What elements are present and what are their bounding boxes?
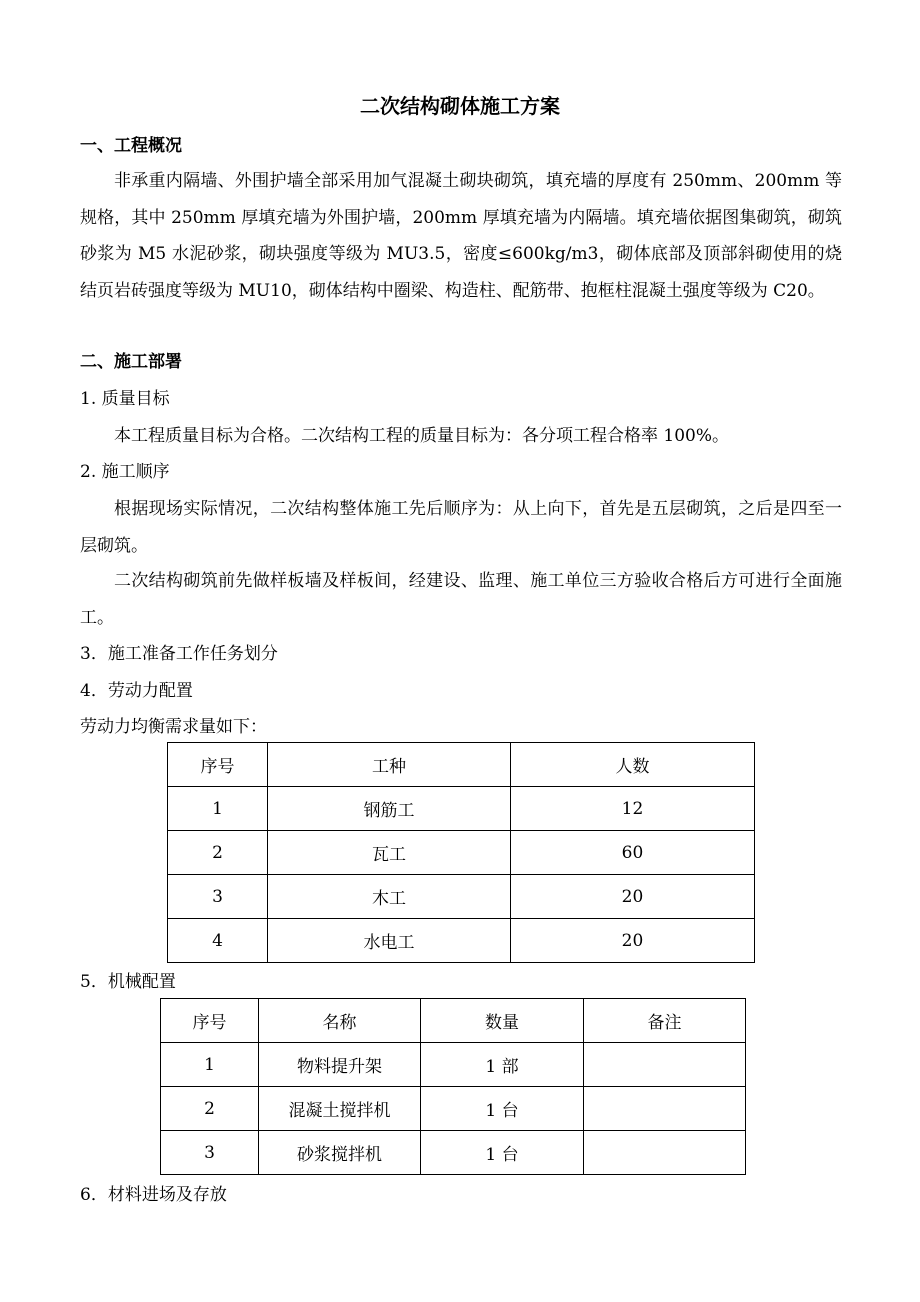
section-heading-overview: 一、工程概况: [80, 136, 182, 156]
subheading-construction-order: 2. 施工顺序: [80, 462, 170, 482]
subheading-materials: 6．材料进场及存放: [80, 1185, 227, 1205]
construction-order-paragraph: 根据现场实际情况，二次结构整体施工先后顺序为：从上向下，首先是五层砌筑，之后是四至一层砌筑。: [80, 499, 842, 556]
subheading-task-division: 3．施工准备工作任务划分: [80, 644, 278, 664]
table-cell: 12: [511, 787, 755, 831]
section-heading-deployment: 二、施工部署: [80, 352, 182, 372]
table-cell: 1: [161, 1043, 259, 1087]
document-title: 二次结构砌体施工方案: [360, 94, 560, 118]
table-cell: 物料提升架: [259, 1043, 421, 1087]
header-cell: 序号: [161, 999, 259, 1043]
table-cell: 水电工: [268, 919, 511, 963]
table-cell: 木工: [268, 875, 511, 919]
table-cell: 3: [161, 1131, 259, 1175]
table-cell: 4: [168, 919, 268, 963]
table-row: [168, 919, 755, 963]
table-cell: 20: [511, 919, 755, 963]
table-cell: 瓦工: [268, 831, 511, 875]
table-cell: [584, 1043, 746, 1087]
labor-table: [167, 742, 755, 963]
table-row: [168, 787, 755, 831]
subheading-labor: 4．劳动力配置: [80, 681, 193, 701]
table-cell: 钢筋工: [268, 787, 511, 831]
table-cell: 3: [168, 875, 268, 919]
table-cell: 1 台: [421, 1131, 584, 1175]
table-cell: 20: [511, 875, 755, 919]
table-cell: 混凝土搅拌机: [259, 1087, 421, 1131]
table-cell: [584, 1087, 746, 1131]
table-row: [161, 1087, 746, 1131]
header-cell: 备注: [584, 999, 746, 1043]
table-row: [168, 831, 755, 875]
table-cell: 砂浆搅拌机: [259, 1131, 421, 1175]
header-cell: 人数: [511, 743, 755, 787]
machinery-table: [160, 998, 746, 1175]
table-cell: 2: [168, 831, 268, 875]
header-cell: 工种: [268, 743, 511, 787]
table-cell: 2: [161, 1087, 259, 1131]
labor-intro: 劳动力均衡需求量如下：: [80, 717, 267, 737]
subheading-quality-goal: 1. 质量目标: [80, 389, 170, 409]
table-header-row: [161, 999, 746, 1043]
sample-wall-paragraph: 二次结构砌筑前先做样板墙及样板间，经建设、监理、施工单位三方验收合格后方可进行全面施工。: [80, 571, 842, 628]
table-cell: 1 部: [421, 1043, 584, 1087]
table-cell: [584, 1131, 746, 1175]
header-cell: 序号: [168, 743, 268, 787]
overview-paragraph: 非承重内隔墙、外围护墙全部采用加气混凝土砌块砌筑，填充墙的厚度有 250mm、200mm 等规格，其中 250mm 厚填充墙为外围护墙，200mm 厚填充墙为内隔墙。填充墙依据图集砌筑，砌筑砂浆为 M5 水泥砂浆，砌块强度等级为 MU3.5，密度≤600kg/m3，砌体底部及顶部斜砌使用的烧结页岩砖强度等级为 MU10，砌体结构中圈梁、构造柱、配筋带、抱框柱混凝土强度等级为 C20。: [80, 171, 842, 301]
header-cell: 数量: [421, 999, 584, 1043]
header-cell: 名称: [259, 999, 421, 1043]
table-row: [161, 1043, 746, 1087]
table-row: [168, 875, 755, 919]
table-cell: 60: [511, 831, 755, 875]
table-row: [161, 1131, 746, 1175]
subheading-machinery: 5．机械配置: [80, 972, 176, 992]
table-cell: 1 台: [421, 1087, 584, 1131]
quality-goal-paragraph: 本工程质量目标为合格。二次结构工程的质量目标为：各分项工程合格率 100%。: [114, 426, 730, 446]
table-cell: 1: [168, 787, 268, 831]
table-header-row: [168, 743, 755, 787]
